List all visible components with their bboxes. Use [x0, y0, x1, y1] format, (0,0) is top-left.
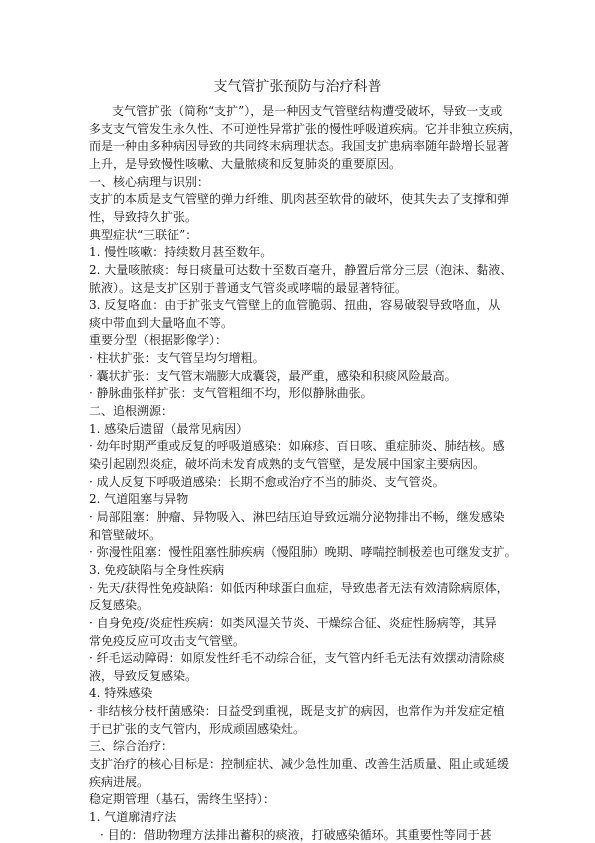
body-line: 支气管扩张（简称“支扩”），是一种因支气管壁结构遭受破坏，导致一支或	[112, 104, 503, 118]
body-line: · 成人反复下呼吸道感染：长期不愈或治疗不当的肺炎、支气管炎。	[89, 474, 445, 489]
body-line: 1. 慢性咳嗽：持续数月甚至数年。	[89, 245, 273, 260]
body-line: 2. 大量咳脓痰：每日痰量可达数十至数百毫升，静置后常分三层（泡沫、黏液、	[89, 262, 513, 277]
body-line: · 目的：借助物理方法排出蓄积的痰液，打破感染循环。其重要性等同于甚	[100, 827, 492, 842]
body-line: 液，导致反复感染。	[89, 668, 198, 683]
body-line: 一、核心病理与识别：	[89, 174, 210, 189]
body-line: · 幼年时期严重或反复的呼吸道感染：如麻疹、百日咳、重症肺炎、肺结核。感	[89, 439, 505, 454]
body-line: 性，导致持久扩张。	[89, 209, 198, 224]
body-line: · 自身免疫/炎症性疾病：如类风湿关节炎、干燥综合征、炎症性肠病等，其异	[89, 615, 497, 630]
body-line: 支扩的本质是支气管壁的弹力纤维、肌肉甚至软骨的破坏，使其失去了支撑和弹	[89, 192, 510, 207]
body-line: · 非结核分枝杆菌感染：日益受到重视，既是支扩的病因，也常作为并发症定植	[89, 704, 505, 719]
body-line: 3. 免疫缺陷与全身性疾病	[89, 562, 225, 577]
body-line: 脓液）。这是支扩区别于普通支气管炎或哮喘的最显著特征。	[89, 280, 408, 295]
body-line: · 静脉曲张样扩张：支气管粗细不均，形似静脉曲张。	[89, 386, 373, 401]
body-line: 于已扩张的支气管内，形成顽固感染灶。	[89, 721, 306, 736]
body-line: 常免疫反应可攻击支气管壁。	[89, 633, 246, 648]
body-line: · 先天/获得性免疫缺陷：如低丙种球蛋白血症，导致患者无法有效清除病原体，	[89, 580, 509, 595]
body-line: 支扩治疗的核心目标是：控制症状、减少急性加重、改善生活质量、阻止或延缓	[89, 757, 510, 771]
body-line: 3. 反复咯血：由于扩张支气管壁上的血管脆弱、扭曲，容易破裂导致咯血，从	[89, 298, 501, 313]
body-line: 4. 特殊感染	[89, 686, 153, 701]
body-line: · 局部阻塞：肿瘤、异物吸入、淋巴结压迫导致远端分泌物排出不畅，继发感染	[89, 509, 505, 524]
body-line: 1. 气道廓清疗法	[89, 810, 177, 824]
body-line: 反复感染。	[89, 598, 150, 613]
body-line: · 柱状扩张：支气管呈均匀增粗。	[89, 351, 265, 366]
body-line: 而是一种由多种病因导致的共同终末病理状态。我国支扩患病率随年龄增长显著	[89, 139, 510, 154]
body-line: 重要分型（根据影像学）：	[89, 333, 228, 348]
body-line: 上升，是导致慢性咳嗽、大量脓痰和反复肺炎的重要原因。	[89, 156, 402, 171]
document-title: 支气管扩张预防与治疗科普	[213, 79, 382, 95]
body-line: · 囊状扩张：支气管末端膨大成囊袋，最严重，感染和积痰风险最高。	[89, 368, 457, 383]
body-line: 痰中带血到大量咯血不等。	[89, 315, 234, 330]
body-line: 典型症状“三联征”：	[89, 227, 198, 242]
body-line: 三、综合治疗：	[89, 739, 174, 754]
body-line: 2. 气道阻塞与异物	[89, 492, 189, 507]
body-line: 和管壁破坏。	[89, 527, 162, 542]
body-line: 多支支气管发生永久性、不可逆性异常扩张的慢性呼吸道疾病。它并非独立疾病，	[89, 121, 522, 136]
body-line: 染引起剧烈炎症，破坏尚未发育成熟的支气管壁，是发展中国家主要病因。	[89, 457, 486, 471]
body-line: 二、追根溯源：	[89, 404, 174, 418]
body-line: 1. 感染后遗留（最常见病因）	[89, 421, 249, 436]
body-line: 稳定期管理（基石，需终生坚持）：	[89, 792, 276, 807]
body-line: · 弥漫性阻塞：慢性阻塞性肺疾病（慢阻肺）晚期、哮喘控制极差也可继发支扩。	[89, 545, 517, 560]
body-line: · 纤毛运动障碍：如原发性纤毛不动综合征，支气管内纤毛无法有效摆动清除痰	[89, 651, 505, 666]
body-line: 疾病进展。	[89, 774, 150, 789]
